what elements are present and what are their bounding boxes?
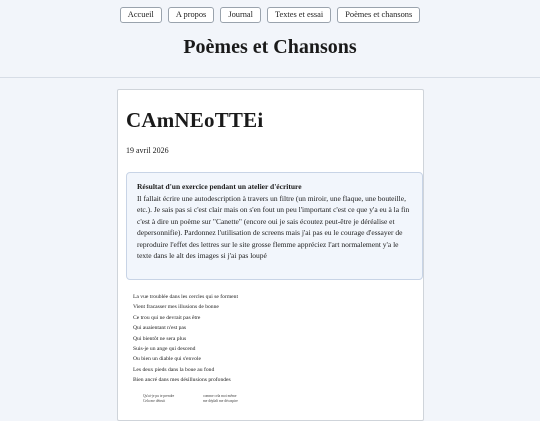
note-heading: Résultat d'un exercice pendant un atelier d'écriture — [137, 182, 302, 191]
nav-a-propos[interactable]: A propos — [168, 7, 214, 23]
nav-accueil[interactable]: Accueil — [120, 7, 162, 23]
page-title: Poèmes et Chansons — [183, 36, 357, 58]
site-header — [0, 0, 540, 78]
poem-line: Ou bien un diable qui s'envole — [133, 356, 201, 363]
main-nav — [0, 7, 540, 23]
post-title: CAmNEoTTEi — [126, 108, 264, 132]
poem-line: Suis-je un ange qui descend — [133, 346, 196, 353]
poem-image-text — [133, 292, 403, 386]
poem-line: Bien ancré dans mes désillusions profondes — [133, 377, 231, 384]
poem-line: Qui auaientant n'est pas — [133, 325, 187, 332]
poem-line: Vient fracasser mes illusions de bonne — [133, 304, 219, 311]
note-body: Il fallait écrire une autodescription à travers un filtre (un miroir, une flaque, une bouteille, etc.). Je sais pas si c'est clair mais on s'en fout un peu l'important c'est ce que y'a eu à la fin c'est à dire un poème sur "Canette" (encore oui je sais écoutez peut-être je déréalise et depersonnifie). Pardonnez l'utilisation de screens mais j'ai pas eu le courage d'essayer de reproduire l'effet des lettres sur le site grosse flemme appréciez l'art normalement y'a le texte dans le alt des images si j'ai pas loupé — [137, 193, 410, 260]
nav-poemes-et-chansons[interactable]: Poèmes et chansons — [337, 7, 420, 23]
nav-journal[interactable]: Journal — [220, 7, 261, 23]
poem-line: Les deux pieds dans la boue au fond — [133, 366, 215, 373]
poem-line: La vue troublée dans les cercles qui se forment — [133, 294, 238, 300]
poem-line: Ce trou qui ne devrait pas être — [133, 314, 201, 321]
poem-mini-line: Cela me détruit — [143, 399, 166, 403]
poem-line: Qui bientôt ne sera plus — [133, 335, 187, 342]
post-card — [117, 89, 424, 421]
poem-mini-line: Qu'ai-je pu te prendre — [143, 394, 175, 398]
poem-mini-line: me déplaît me décaspire — [203, 399, 238, 403]
nav-textes-et-essai[interactable]: Textes et essai — [267, 7, 331, 23]
poem-mini-line: comme cela moi même — [203, 394, 237, 398]
post-date: 19 avril 2026 — [126, 146, 169, 155]
post-intro-note — [126, 172, 423, 280]
poem-image-2-text — [143, 394, 263, 404]
